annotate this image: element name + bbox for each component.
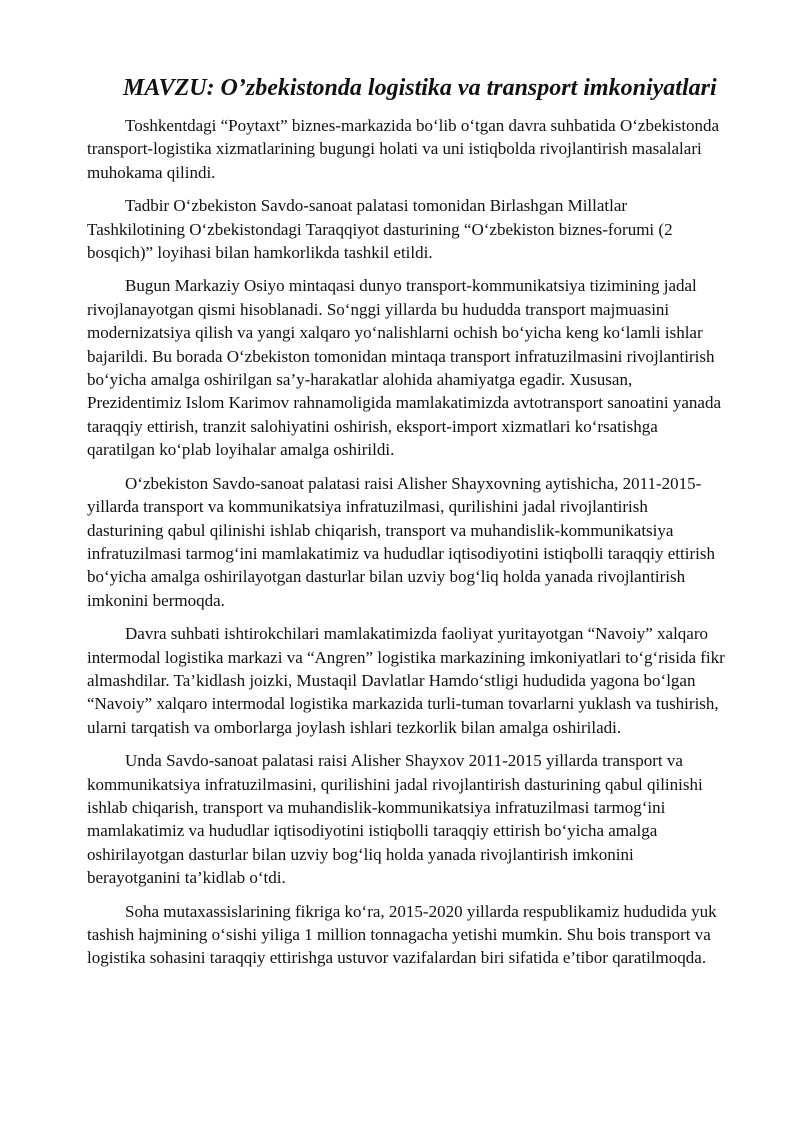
paragraph-5: Davra suhbati ishtirokchilari mamlakatimizda faoliyat yuritayotgan “Navoiy” xalqaro intermodal logistika markazi va “Angren” logistika markazining imkoniyatlari to‘g‘risida fikr almashdilar. Ta’kidlash joizki, Mustaqil Davlatlar Hamdo‘stligi hududida yagona bo‘lgan “Navoiy” xalqaro intermodal logistika markazida turli-tuman tovarlarni yuklash va tushirish, ularni tarqatish va omborlarga joylash ishlari tezkorlik bilan amalga oshiriladi.	[87, 624, 725, 737]
paragraph-2: Tadbir O‘zbekiston Savdo-sanoat palatasi tomonidan Birlashgan Millatlar Tashkilotining O‘zbekistondagi Taraqqiyot dasturining “O‘zbekiston biznes-forumi (2 bosqich)” loyihasi bilan hamkorlikda tashkil etildi.	[87, 196, 673, 263]
paragraph-6: Unda Savdo-sanoat palatasi raisi Alisher Shayxov 2011-2015 yillarda transport va kommunikatsiya infratuzilmasini, qurilishini jadal rivojlantirish dasturining qabul qilinishi ishlab chiqarish, transport va muhandislik-kommunikatsiya infratuzilmasi tarmog‘ini mamlakatimiz va hududlar iqtisodiyotini istiqbolli taraqqiy ettirish bo‘yicha amalga oshirilayotgan dasturlar bilan uzviy bog‘liq holda yanada rivojlantirish imkonini berayotganini ta’kidlab o‘tdi.	[87, 751, 703, 888]
paragraph-3: Bugun Markaziy Osiyo mintaqasi dunyo transport-kommunikatsiya tizimining jadal rivojlanayotgan qismi hisoblanadi. So‘nggi yillarda bu hududda transport majmuasini modernizatsiya qilish va yangi xalqaro yo‘nalishlarni ochish bo‘yicha keng ko‘lamli ishlar bajarildi. Bu borada O‘zbekiston tomonidan mintaqa transport infratuzilmasini rivojlantirish bo‘yicha amalga oshirilgan sa’y-harakatlar alohida ahamiyatga egadir. Xususan, Prezidentimiz Islom Karimov rahnamoligida mamlakatimizda avtotransport sanoatini yanada taraqqiy ettirish, tranzit salohiyatini oshirish, eksport-import xizmatlari ko‘rsatishga qaratilgan ko‘plab loyihalar amalga oshirildi.	[87, 276, 722, 460]
paragraph-4: O‘zbekiston Savdo-sanoat palatasi raisi Alisher Shayxovning aytishicha, 2011-2015-yillarda transport va kommunikatsiya infratuzilmasi, qurilishini jadal rivojlantirish dasturining qabul qilinishi ishlab chiqarish, transport va muhandislik-kommunikatsiya infratuzilmasi tarmog‘ini mamlakatimiz va hududlar iqtisodiyotini istiqbolli taraqqiy ettirish bo‘yicha amalga oshirilayotgan dasturlar bilan uzviy bog‘liq holda yanada rivojlantirish imkonini bermoqda.	[87, 473, 715, 610]
paragraph-7: Soha mutaxassislarining fikriga ko‘ra, 2015-2020 yillarda respublikamiz hududida yuk tashish hajmining o‘sishi yiliga 1 million tonnagacha yetishi mumkin. Shu bois transport va logistika sohasini taraqqiy ettirishga ustuvor vazifalardan biri sifatida e’tibor qaratilmoqda.	[87, 901, 717, 968]
document-title: MAVZU: O’zbekistonda logistika va transport imkoniyatlari	[123, 75, 717, 101]
paragraph-1: Toshkentdagi “Poytaxt” biznes-markazida bo‘lib o‘tgan davra suhbatida O‘zbekistonda transport-logistika xizmatlarining bugungi holati va uni istiqbolda rivojlantirish masalalari muhokama qilindi.	[87, 116, 720, 182]
